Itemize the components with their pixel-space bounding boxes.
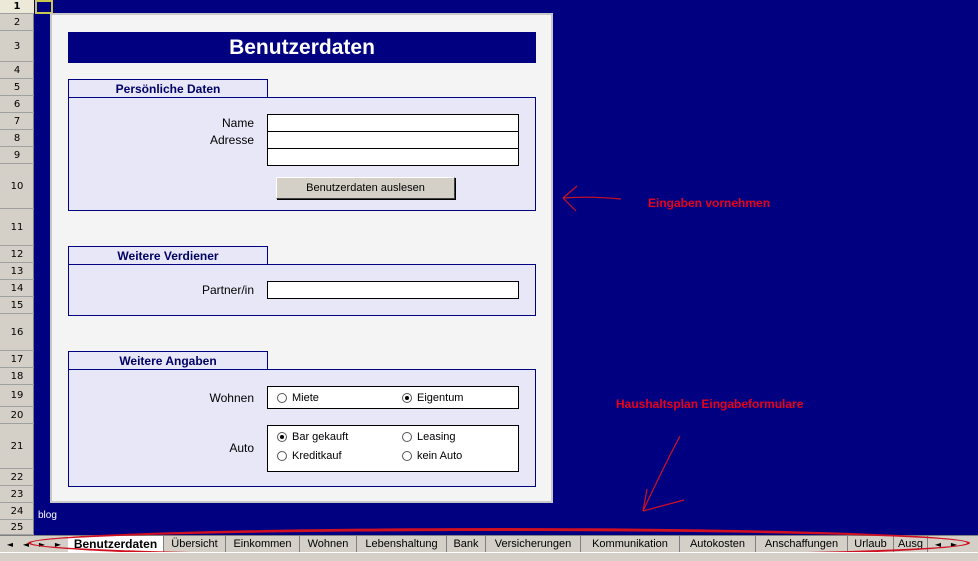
row-header-13[interactable]: 13 xyxy=(0,263,34,280)
sheet-tab-uebersicht[interactable]: Übersicht xyxy=(164,536,226,552)
last-sheet-icon[interactable]: ► xyxy=(54,539,62,549)
car-option-none-label: kein Auto xyxy=(417,450,463,462)
car-label: Auto xyxy=(229,441,254,455)
sheet-tab-autokosten[interactable]: Autokosten xyxy=(680,536,756,552)
row-header-19[interactable]: 19 xyxy=(0,385,34,407)
living-label: Wohnen xyxy=(209,391,254,405)
name-label: Name xyxy=(221,116,254,130)
arrow-down-icon xyxy=(643,436,684,511)
annotation-forms-hint: Haushaltsplan Eingabeformulare xyxy=(616,397,804,411)
annotation-input-hint: Eingaben vornehmen xyxy=(648,196,771,210)
row-header-25[interactable]: 25 xyxy=(0,520,34,535)
form-title: Benutzerdaten xyxy=(68,32,536,63)
row-header-16[interactable]: 16 xyxy=(0,314,34,351)
sheet-tab-ausgaben[interactable]: Ausg xyxy=(894,536,928,552)
address-label: Adresse xyxy=(209,133,254,147)
prev-sheet-icon[interactable]: ◄ xyxy=(22,539,30,549)
car-option-cash-label: Bar gekauft xyxy=(292,431,349,443)
sheet-tab-anschaffungen[interactable]: Anschaffungen xyxy=(756,536,848,552)
row-header-24[interactable]: 24 xyxy=(0,503,34,520)
row-header-15[interactable]: 15 xyxy=(0,297,34,314)
row-header-22[interactable]: 22 xyxy=(0,469,34,486)
sheet-tab-urlaub[interactable]: Urlaub xyxy=(848,536,894,552)
status-bar xyxy=(0,552,978,561)
car-option-credit-label: Kreditkauf xyxy=(292,450,342,462)
living-option-rent-label: Miete xyxy=(292,392,319,404)
sheet-tab-einkommen[interactable]: Einkommen xyxy=(226,536,300,552)
row-header-18[interactable]: 18 xyxy=(0,368,34,385)
sheet-tab-versicherungen[interactable]: Versicherungen xyxy=(486,536,581,552)
sheet-tab-wohnen[interactable]: Wohnen xyxy=(300,536,357,552)
section-heading-personal: Persönliche Daten xyxy=(68,79,268,97)
row-header-4[interactable]: 4 xyxy=(0,62,34,79)
partner-label: Partner/in xyxy=(201,283,254,297)
row-header-20[interactable]: 20 xyxy=(0,407,34,424)
row-header-3[interactable]: 3 xyxy=(0,31,34,62)
row-header-2[interactable]: 2 xyxy=(0,14,34,31)
row-header-5[interactable]: 5 xyxy=(0,79,34,96)
row-header-17[interactable]: 17 xyxy=(0,351,34,368)
first-sheet-icon[interactable]: ◄ xyxy=(6,539,14,549)
tab-scroll-right-icon[interactable]: ► xyxy=(950,539,958,549)
row-header-10[interactable]: 10 xyxy=(0,164,34,209)
row-header-12[interactable]: 12 xyxy=(0,246,34,263)
sheet-tab-bar xyxy=(0,535,978,552)
tab-scroll-left-icon[interactable]: ◄ xyxy=(934,539,942,549)
arrow-left-icon xyxy=(563,186,621,211)
section-heading-earners: Weitere Verdiener xyxy=(68,246,268,264)
car-option-leasing-label: Leasing xyxy=(417,431,456,443)
blog-label: blog xyxy=(38,510,57,521)
living-option-owned-label: Eigentum xyxy=(417,392,464,404)
sheet-tab-benutzerdaten[interactable]: Benutzerdaten xyxy=(68,536,164,552)
row-header-14[interactable]: 14 xyxy=(0,280,34,297)
row-header-11[interactable]: 11 xyxy=(0,209,34,246)
row-header-21[interactable]: 21 xyxy=(0,424,34,469)
row-header-9[interactable]: 9 xyxy=(0,147,34,164)
row-header-1[interactable]: 1 xyxy=(0,0,34,14)
read-user-data-button[interactable]: Benutzerdaten auslesen xyxy=(276,177,455,199)
sheet-tab-kommunikation[interactable]: Kommunikation xyxy=(581,536,680,552)
next-sheet-icon[interactable]: ► xyxy=(38,539,46,549)
row-header-8[interactable]: 8 xyxy=(0,130,34,147)
row-header-7[interactable]: 7 xyxy=(0,113,34,130)
sheet-tab-bank[interactable]: Bank xyxy=(447,536,486,552)
row-header-6[interactable]: 6 xyxy=(0,96,34,113)
row-header-23[interactable]: 23 xyxy=(0,486,34,503)
sheet-tab-lebenshaltung[interactable]: Lebenshaltung xyxy=(357,536,447,552)
section-heading-more: Weitere Angaben xyxy=(68,351,268,369)
